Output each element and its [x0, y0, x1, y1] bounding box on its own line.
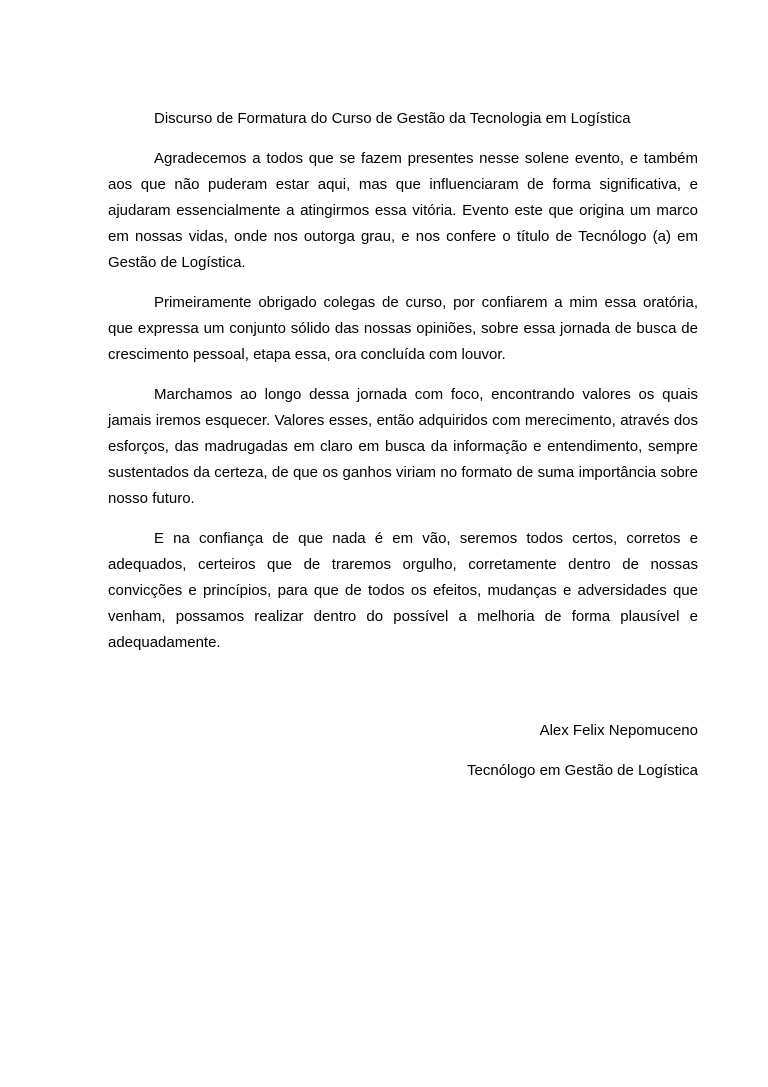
signature-role: Tecnólogo em Gestão de Logística	[467, 762, 698, 779]
paragraph-4: E na confiança de que nada é em vão, seremos todos certos, corretos e adequados, certeiros que de traremos orgulho, corretamente dentro de nossas convicções e princípios, para que de todos os efeitos, mudanças e adversidades que venham, possamos realizar dentro do possível a melhoria de forma plausível e adequadamente.	[108, 530, 698, 651]
paragraph-3: Marchamos ao longo dessa jornada com foco, encontrando valores os quais jamais iremos esquecer. Valores esses, então adquiridos com merecimento, através dos esforços, das madrugadas em claro em busca da informação e entendimento, sempre sustentados da certeza, de que os ganhos viriam no formato de suma importância sobre nosso futuro.	[108, 386, 698, 507]
document-body	[108, 106, 698, 656]
paragraph-1: Agradecemos a todos que se fazem presentes nesse solene evento, e também aos que não puderam estar aqui, mas que influenciaram de forma significativa, e ajudaram essencialmente a atingirmos essa vitória. Evento este que origina um marco em nossas vidas, onde nos outorga grau, e nos confere o título de Tecnólogo (a) em Gestão de Logística.	[108, 150, 698, 271]
signature-name: Alex Felix Nepomuceno	[539, 722, 698, 739]
paragraph-2: Primeiramente obrigado colegas de curso, por confiarem a mim essa oratória, que expressa um conjunto sólido das nossas opiniões, sobre essa jornada de busca de crescimento pessoal, etapa essa, ora concluída com louvor.	[108, 294, 698, 363]
document-title: Discurso de Formatura do Curso de Gestão da Tecnologia em Logística	[154, 110, 631, 127]
